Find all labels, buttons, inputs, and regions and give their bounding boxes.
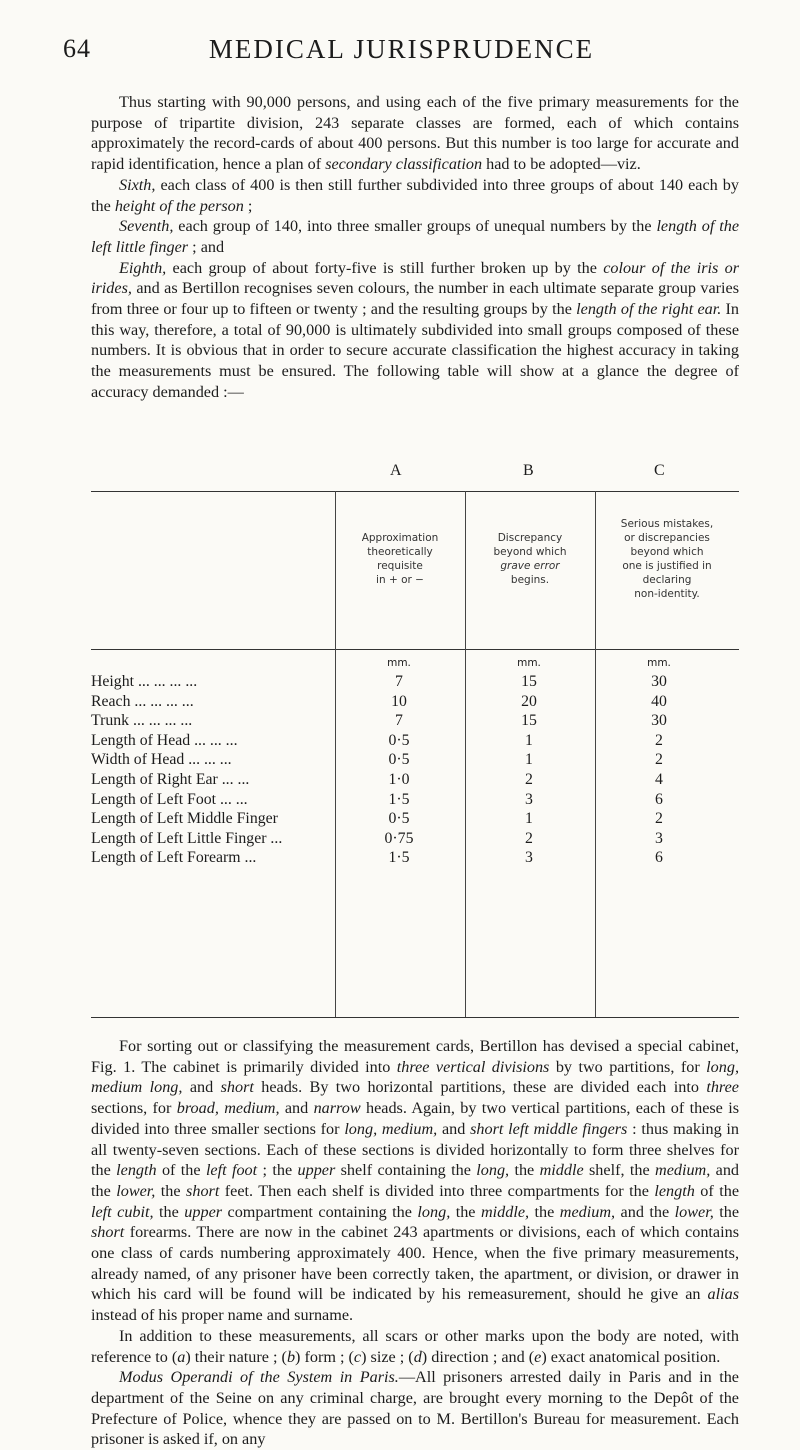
italic-text: narrow bbox=[313, 1099, 361, 1118]
column-letter-a: A bbox=[390, 462, 402, 479]
paragraph bbox=[91, 1326, 739, 1367]
text-run: In addition to these measurements, all scars or other marks upon the body are noted, with reference to ( bbox=[91, 1326, 739, 1366]
table-row bbox=[91, 809, 739, 829]
italic-text: length of the right ear. bbox=[576, 300, 722, 319]
value-b: 1 bbox=[525, 731, 533, 749]
column-letter-b: B bbox=[523, 462, 534, 479]
table-row bbox=[91, 711, 739, 731]
value-a: 1·0 bbox=[388, 770, 410, 788]
row-label: Length of Head ... ... ... bbox=[91, 731, 238, 749]
italic-text: upper bbox=[297, 1161, 336, 1180]
page-number: 64 bbox=[63, 34, 91, 63]
value-c: 2 bbox=[655, 731, 663, 749]
value-c: 30 bbox=[651, 673, 667, 690]
column-header-a: Approximation theoretically requisite in + or − bbox=[361, 532, 439, 586]
value-b: 2 bbox=[525, 829, 533, 847]
italic-text: Eighth, bbox=[119, 258, 167, 277]
value-c: 40 bbox=[651, 692, 667, 710]
text-run: ; bbox=[243, 196, 253, 215]
value-a: 1·5 bbox=[388, 849, 410, 867]
italic-text: medium, bbox=[559, 1202, 616, 1221]
italic-text: d bbox=[413, 1347, 422, 1366]
table-top-rule bbox=[91, 491, 739, 492]
text-run: and the bbox=[91, 1161, 740, 1200]
text-run: heads. Again, by two vertical partitions, each of these is divided into three smaller sections for bbox=[91, 1099, 740, 1138]
paragraph bbox=[91, 175, 739, 216]
unit-label: mm. bbox=[517, 657, 541, 669]
text-run: ) size ; ( bbox=[361, 1347, 414, 1366]
row-label: Width of Head ... ... ... bbox=[91, 751, 232, 769]
text-run: each class of 400 is then still further subdivided into three groups of about 140 each by the bbox=[91, 175, 739, 215]
text-run: shelf containing the bbox=[335, 1161, 477, 1180]
table-row bbox=[91, 770, 739, 790]
italic-text: broad, medium, bbox=[176, 1099, 280, 1118]
text-run: instead of his proper name and surname. bbox=[91, 1306, 354, 1325]
text-run: sections, for bbox=[91, 1099, 177, 1118]
italic-text: Sixth, bbox=[119, 175, 156, 194]
italic-text: short bbox=[91, 1223, 125, 1242]
text-run: the bbox=[155, 1181, 187, 1200]
italic-text: Seventh, bbox=[119, 217, 174, 236]
paragraph bbox=[91, 258, 739, 403]
paragraph bbox=[91, 1367, 739, 1450]
column-letter-c: C bbox=[654, 462, 665, 479]
text-run: In this way, therefore, a total of 90,000 is ultimately subdivided into small groups composed of these numbers. It is obvious that in order to secure accurate classification the highest accuracy in taking the measurements must be ensured. The following table will show at a glance the degree of accuracy demanded :— bbox=[91, 300, 740, 401]
paragraph bbox=[91, 216, 739, 257]
italic-text: lower, bbox=[116, 1181, 156, 1200]
text-run: For sorting out or classifying the measurement cards, Bertillon has devised a special cabinet, Fig. 1. The cabinet is primarily divided into bbox=[91, 1037, 739, 1076]
text-run: and bbox=[437, 1119, 471, 1138]
row-label: Length of Left Forearm ... bbox=[91, 849, 257, 867]
text-run: of the bbox=[694, 1181, 740, 1200]
italic-text: height of the person bbox=[114, 196, 244, 215]
row-label: Reach ... ... ... ... bbox=[91, 692, 194, 710]
text-run: and bbox=[182, 1078, 221, 1097]
text-run: and as Bertillon recognises seven colours, the number in each ultimate separate group varies from three or four up to fifteen or twenty ; and the resulting groups by the bbox=[91, 279, 739, 319]
table-body bbox=[91, 672, 739, 868]
italic-text: long, medium, bbox=[344, 1119, 438, 1138]
table-row bbox=[91, 692, 739, 712]
table-row bbox=[91, 829, 739, 849]
italic-text: short bbox=[186, 1181, 220, 1200]
text-run: forearms. There are now in the cabinet 243 apartments or divisions, each of which contains one class of cards numbering approximately 400. Hence, when the five primary measurements, already named, of any prisoner have been correctly taken, the apartment, or division, or drawer in which his card will be found will be indicated by his remeasurement, should he give an bbox=[91, 1223, 739, 1304]
text-run: shelf, the bbox=[583, 1161, 655, 1180]
text-run: each group of about forty-five is still further broken up by the bbox=[166, 258, 604, 277]
row-label: Length of Left Little Finger ... bbox=[91, 829, 283, 847]
closing-paragraphs bbox=[91, 1036, 739, 1450]
row-label: Length of Left Middle Finger bbox=[91, 810, 278, 828]
text-run: each group of 140, into three smaller groups of unequal numbers by the bbox=[173, 217, 657, 236]
measurement-table bbox=[91, 491, 739, 1018]
text-run: ) form ; ( bbox=[295, 1347, 354, 1366]
italic-text: length of the left little finger bbox=[91, 217, 739, 256]
unit-label: mm. bbox=[647, 657, 671, 669]
table-row bbox=[91, 790, 739, 810]
italic-text: upper bbox=[184, 1202, 223, 1221]
paragraph bbox=[91, 92, 739, 175]
text-run: and the bbox=[615, 1202, 675, 1221]
italic-text: left foot bbox=[205, 1161, 258, 1180]
italic-text: short left middle fingers bbox=[470, 1119, 628, 1138]
value-b: 1 bbox=[525, 810, 533, 828]
text-run: the bbox=[450, 1202, 481, 1221]
text-run: and bbox=[279, 1099, 314, 1118]
row-label: Length of Left Foot ... ... bbox=[91, 790, 248, 808]
text-run: had to be adopted—viz. bbox=[482, 155, 641, 174]
italic-text: short bbox=[220, 1078, 254, 1097]
value-b: 3 bbox=[525, 790, 533, 808]
text-run: by two partitions, for bbox=[549, 1057, 707, 1076]
table-row bbox=[91, 848, 739, 868]
italic-text: length bbox=[116, 1161, 157, 1180]
italic-text: long, bbox=[417, 1202, 451, 1221]
italic-text: middle, bbox=[480, 1202, 530, 1221]
table-bottom-rule bbox=[91, 1017, 739, 1018]
italic-text: c bbox=[353, 1347, 362, 1366]
value-b: 20 bbox=[521, 692, 537, 710]
row-label: Height ... ... ... ... bbox=[91, 673, 198, 690]
italic-text: colour of the iris or irides, bbox=[91, 258, 739, 298]
value-a: 7 bbox=[395, 673, 403, 690]
italic-text: long, bbox=[476, 1161, 510, 1180]
value-a: 0·5 bbox=[388, 810, 410, 828]
text-run: compartment containing the bbox=[222, 1202, 418, 1221]
value-c: 6 bbox=[655, 790, 663, 808]
text-run: ; the bbox=[257, 1161, 298, 1180]
value-a: 7 bbox=[395, 712, 403, 730]
table-row bbox=[91, 731, 739, 751]
italic-text: b bbox=[286, 1347, 296, 1366]
value-a: 0·5 bbox=[388, 751, 410, 769]
value-a: 1·5 bbox=[388, 790, 410, 808]
value-c: 2 bbox=[655, 751, 663, 769]
value-c: 2 bbox=[655, 810, 663, 828]
text-run: ) their nature ; ( bbox=[185, 1347, 287, 1366]
value-c: 4 bbox=[655, 770, 663, 788]
value-a: 10 bbox=[391, 692, 407, 710]
text-run: the bbox=[713, 1202, 740, 1221]
table-row bbox=[91, 672, 739, 692]
text-run: : thus making in all twenty-seven sections. Each of these sections is divided horizontally to form three shelves for the bbox=[91, 1119, 740, 1180]
italic-text: length bbox=[654, 1181, 695, 1200]
column-header-c: Serious mistakes, or discrepancies beyond which one is justified in declaring non-identity. bbox=[620, 518, 714, 600]
text-run: —All prisoners arrested daily in Paris and in the department of the Seine on any criminal charge, are brought every morning to the Depôt of the Prefecture of Police, whence they are passed on to M. Bertillon's Bureau for measurement. Each prisoner is asked if, on any bbox=[91, 1368, 739, 1449]
value-b: 2 bbox=[525, 770, 533, 788]
value-b: 1 bbox=[525, 751, 533, 769]
text-run: Thus starting with 90,000 persons, and using each of the five primary measurements for the purpose of tripartite division, 243 separate classes are formed, each of which contains approximately the record-cards of about 400 persons. But this number is too large for accurate and rapid identification, hence a plan of bbox=[91, 93, 739, 174]
text-run: heads. By two horizontal partitions, these are divided each into bbox=[253, 1078, 707, 1097]
column-header-b: Discrepancy beyond which grave error begins. bbox=[493, 532, 567, 586]
intro-paragraphs bbox=[91, 92, 739, 403]
row-label: Trunk ... ... ... ... bbox=[91, 712, 193, 730]
italic-text: a bbox=[177, 1347, 186, 1366]
text-run: the bbox=[153, 1202, 185, 1221]
value-c: 3 bbox=[655, 829, 663, 847]
page-header bbox=[63, 34, 720, 74]
italic-text: secondary classification bbox=[325, 155, 483, 174]
row-label: Length of Right Ear ... ... bbox=[91, 770, 250, 788]
text-run: the bbox=[529, 1202, 560, 1221]
italic-text: lower, bbox=[674, 1202, 714, 1221]
text-run: ) direction ; and ( bbox=[421, 1347, 535, 1366]
table-header-rule bbox=[91, 649, 739, 650]
value-c: 30 bbox=[651, 712, 667, 730]
value-b: 3 bbox=[525, 849, 533, 867]
value-c: 6 bbox=[655, 849, 663, 867]
text-run: ) exact anatomical position. bbox=[541, 1347, 721, 1366]
units-row bbox=[91, 657, 739, 671]
text-run: of the bbox=[156, 1161, 206, 1180]
italic-text: middle bbox=[539, 1161, 584, 1180]
paragraph bbox=[91, 1036, 739, 1326]
italic-text: three bbox=[706, 1078, 739, 1097]
value-a: 0·75 bbox=[384, 829, 414, 847]
column-letters bbox=[91, 462, 739, 484]
text-run: feet. Then each shelf is divided into three compartments for the bbox=[219, 1181, 655, 1200]
italic-text: e bbox=[534, 1347, 542, 1366]
running-title: MEDICAL JURISPRUDENCE bbox=[208, 34, 595, 64]
text-run: ; and bbox=[188, 237, 225, 256]
italic-text: long, medium long, bbox=[91, 1057, 739, 1097]
italic-text: Modus Operandi of the System in Paris. bbox=[119, 1368, 399, 1387]
value-b: 15 bbox=[521, 673, 537, 690]
table-row bbox=[91, 750, 739, 770]
italic-text: medium, bbox=[655, 1161, 711, 1180]
italic-text: left cubit, bbox=[91, 1202, 154, 1221]
value-b: 15 bbox=[521, 712, 537, 730]
value-a: 0·5 bbox=[388, 731, 410, 749]
italic-text: alias bbox=[707, 1285, 739, 1304]
text-run: the bbox=[509, 1161, 540, 1180]
unit-label: mm. bbox=[387, 657, 411, 669]
italic-text: three vertical divisions bbox=[396, 1057, 550, 1076]
